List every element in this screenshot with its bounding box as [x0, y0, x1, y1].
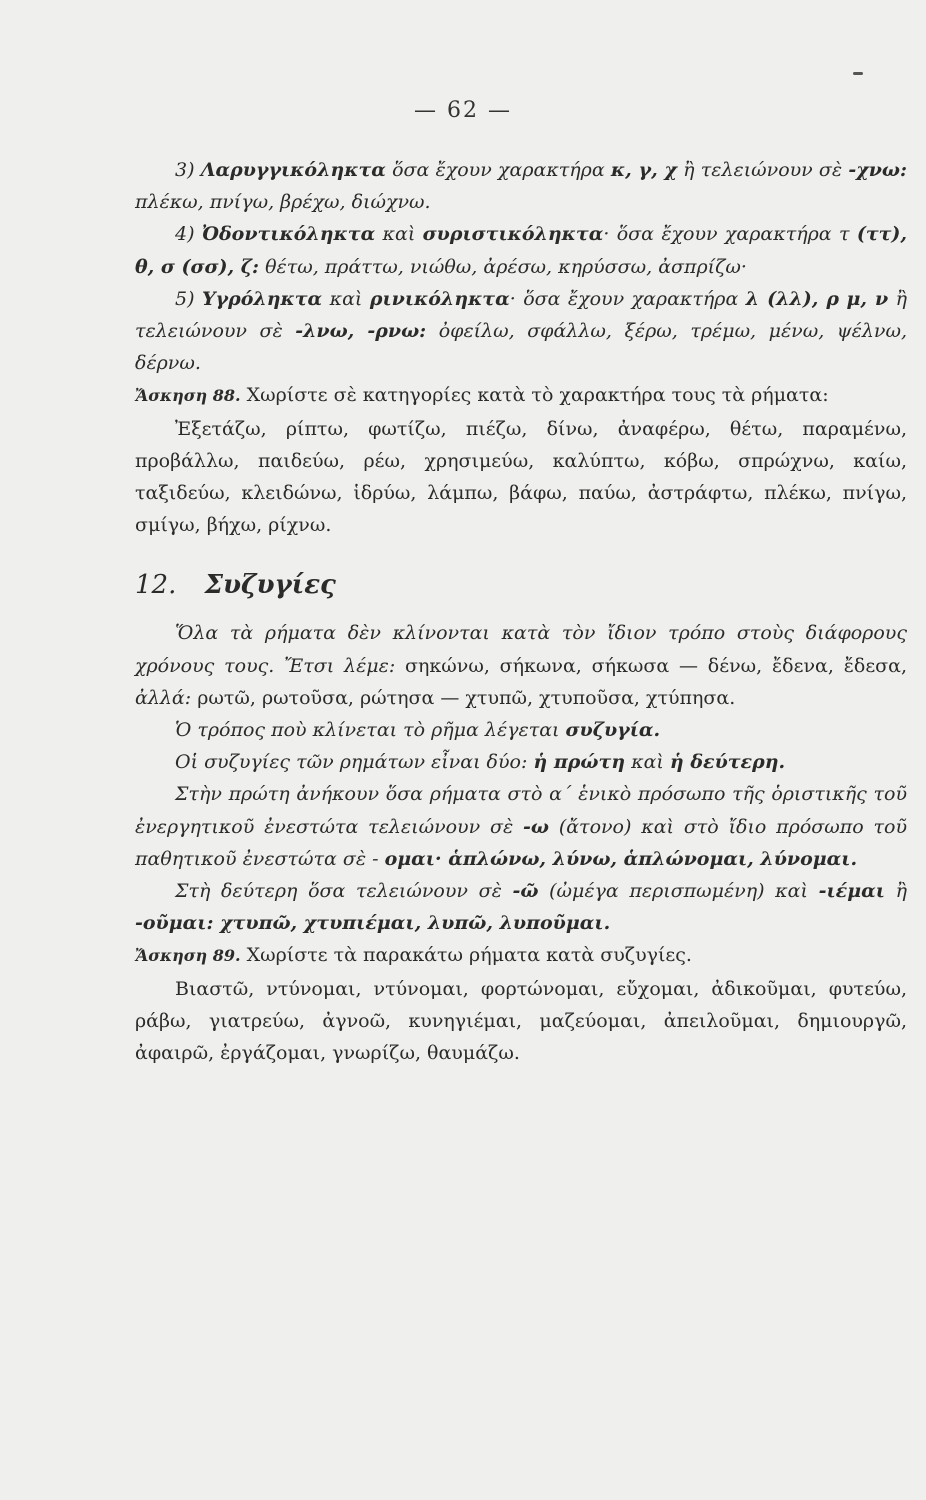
paragraph-3-a: Οἱ συζυγίες τῶν ρημάτων εἶναι δύο:	[175, 751, 534, 774]
item-3	[135, 154, 907, 218]
item-4	[135, 218, 907, 282]
paragraph-5-f: -οῦμαι:	[135, 912, 214, 935]
paragraph-3	[135, 746, 907, 778]
paragraph-4-d: ομαι	[384, 847, 435, 870]
paragraph-1-b: Ἔτσι λέμε:	[274, 654, 396, 677]
item-5-endings: -λνω, -ρνω:	[295, 320, 427, 343]
paragraph-3-c: καὶ	[625, 751, 670, 774]
exercise-88-label: Ἄσκηση 88.	[135, 386, 241, 406]
item-3-term: Λαρυγγικόληκτα	[200, 159, 386, 181]
item-4-rest: · ὅσα ἔχουν χαρακτήρα τ	[603, 223, 850, 246]
paragraph-4-c: (ἄτονο) καὶ στὸ ἴδιο πρόσωπο τοῦ παθητικοῦ ἐνεστώτα σὲ -	[135, 815, 907, 870]
item-3-examples: πλέκω, πνίγω, βρέχω, διώχνω.	[135, 191, 431, 214]
paragraph-5-e: ἢ	[884, 880, 907, 903]
paragraph-4-b: -ω	[523, 815, 549, 838]
exercise-89-words: Βιαστῶ, ντύνομαι, ντύνομαι, φορτώνομαι, εὔχομαι, ἀδικοῦμαι, φυτεύω, ράβω, γιατρεύω, ἀγνοῶ, κυνηγιέμαι, μαζεύομαι, ἀπειλοῦμαι, δημιουργῶ, ἀφαιρῶ, ἐργάζομαι, γνωρίζω, θαυμάζω.	[135, 977, 907, 1065]
item-5-rest2: ἢ τελειώνουν σὲ	[135, 287, 907, 343]
exercise-89-instruction	[135, 939, 907, 972]
item-3-rest1: ὅσα ἔχουν χαρακτήρα	[385, 159, 611, 181]
item-4-chars: (ττ), θ, σ (σσ), ζ:	[135, 223, 907, 278]
paragraph-5-d: -ιέμαι	[818, 880, 885, 903]
exercise-88-words: Ἐξετάζω, ρίπτω, φωτίζω, πιέζω, δίνω, ἀναφέρω, θέτω, παραμένω, προβάλλω, παιδεύω, ρέω, χρησιμεύω, καλύπτω, κόβω, σπρώχνω, καίω, ταξιδεύω, κλειδώνω, ἱδρύω, λάμπω, βάφω, παύω, ἀστράφτω, πλέκω, πνίγω, σμίγω, βήχω, ρίχνω.	[135, 417, 907, 537]
item-4-term: Ὀδοντικόληκτα	[201, 223, 376, 246]
item-4-examples: θέτω, πράττω, νιώθω, ἀρέσω, κηρύσσω, ἀσπρίζω·	[259, 255, 747, 278]
page-number: — 62 —	[414, 98, 512, 123]
item-4-and: καὶ	[375, 223, 423, 246]
paragraph-2-b: συζυγία.	[565, 719, 661, 742]
paragraph-1-a: Ὅλα τὰ ρήματα δὲν κλίνονται κατὰ τὸν ἴδιον τρόπο στοὺς διάφορους χρόνους τους.	[135, 622, 907, 677]
item-5-examples: ὀφείλω, σφάλλω, ξέρω, τρέμω, μένω, ψέλνω, δέρνω.	[135, 320, 907, 375]
item-3-chars: κ, γ, χ	[610, 159, 677, 181]
paragraph-4-a: Στὴν πρώτη ἀνήκουν ὅσα ρήματα στὸ α΄ ἑνικὸ πρόσωπο τῆς ὁριστικῆς τοῦ ἐνεργητικοῦ ἐνεστώτα τελειώνουν σὲ	[135, 783, 907, 838]
item-4-label: 4)	[175, 223, 195, 246]
exercise-89-text: Χωρίστε τὰ παρακάτω ρήματα κατὰ συζυγίες.	[240, 944, 692, 967]
item-5-and: καὶ	[322, 287, 370, 310]
scan-speck	[853, 72, 863, 75]
item-5-chars: λ (λλ), ρ	[745, 287, 839, 310]
paragraph-5-g: χτυπῶ, χτυπιέμαι, λυπῶ, λυποῦμαι.	[213, 912, 611, 935]
paragraph-3-d: ἡ δεύτερη.	[669, 751, 786, 774]
item-4-term2: συριστικόληκτα	[422, 223, 604, 246]
paragraph-1-e: ρωτῶ, ρωτοῦσα, ρώτησα — χτυπῶ, χτυποῦσα, χτύπησα.	[191, 686, 736, 709]
body-text	[135, 154, 907, 1069]
paragraph-1-d: ἀλλά:	[135, 686, 192, 709]
section-number: 12.	[135, 570, 177, 601]
paragraph-5-b: -ῶ	[512, 880, 539, 903]
paragraph-5-a: Στὴ δεύτερη ὅσα τελειώνουν σὲ	[175, 880, 513, 903]
paragraph-4-e: · ἁπλώνω, λύνω, ἁπλώνομαι, λύνομαι.	[434, 847, 858, 870]
paragraph-2	[135, 714, 907, 746]
item-3-ending: -χνω:	[848, 159, 907, 181]
item-3-label: 3)	[175, 159, 195, 181]
item-5-rest1: · ὅσα ἔχουν χαρακτήρα	[509, 287, 746, 310]
item-5	[135, 283, 907, 380]
item-5-chars2: μ, ν	[846, 287, 889, 310]
paragraph-4	[135, 778, 907, 875]
paragraph-3-b: ἡ πρώτη	[533, 751, 626, 774]
item-5-term2: ρινικόληκτα	[369, 287, 510, 310]
item-5-term: Υγρόληκτα	[201, 287, 323, 310]
paragraph-1-c: σηκώνω, σήκωνα, σήκωσα — δένω, ἔδενα, ἔδεσα,	[395, 654, 908, 677]
paragraph-1	[135, 617, 907, 714]
paragraph-5-c: (ὠμέγα περισπωμένη) καὶ	[538, 880, 819, 903]
exercise-88-text: Χωρίστε σὲ κατηγορίες κατὰ τὸ χαρακτήρα τους τὰ ρήματα:	[240, 384, 829, 407]
item-5-label: 5)	[175, 287, 195, 310]
exercise-89-label: Ἄσκηση 89.	[135, 946, 241, 966]
section-title: Συζυγίες	[204, 570, 336, 601]
section-heading	[135, 567, 907, 603]
exercise-88-instruction	[135, 379, 907, 412]
item-3-rest2: ἢ τελειώνουν σὲ	[676, 159, 843, 181]
paragraph-2-a: Ὁ τρόπος ποὺ κλίνεται τὸ ρῆμα λέγεται	[175, 719, 566, 742]
paragraph-5	[135, 875, 907, 939]
